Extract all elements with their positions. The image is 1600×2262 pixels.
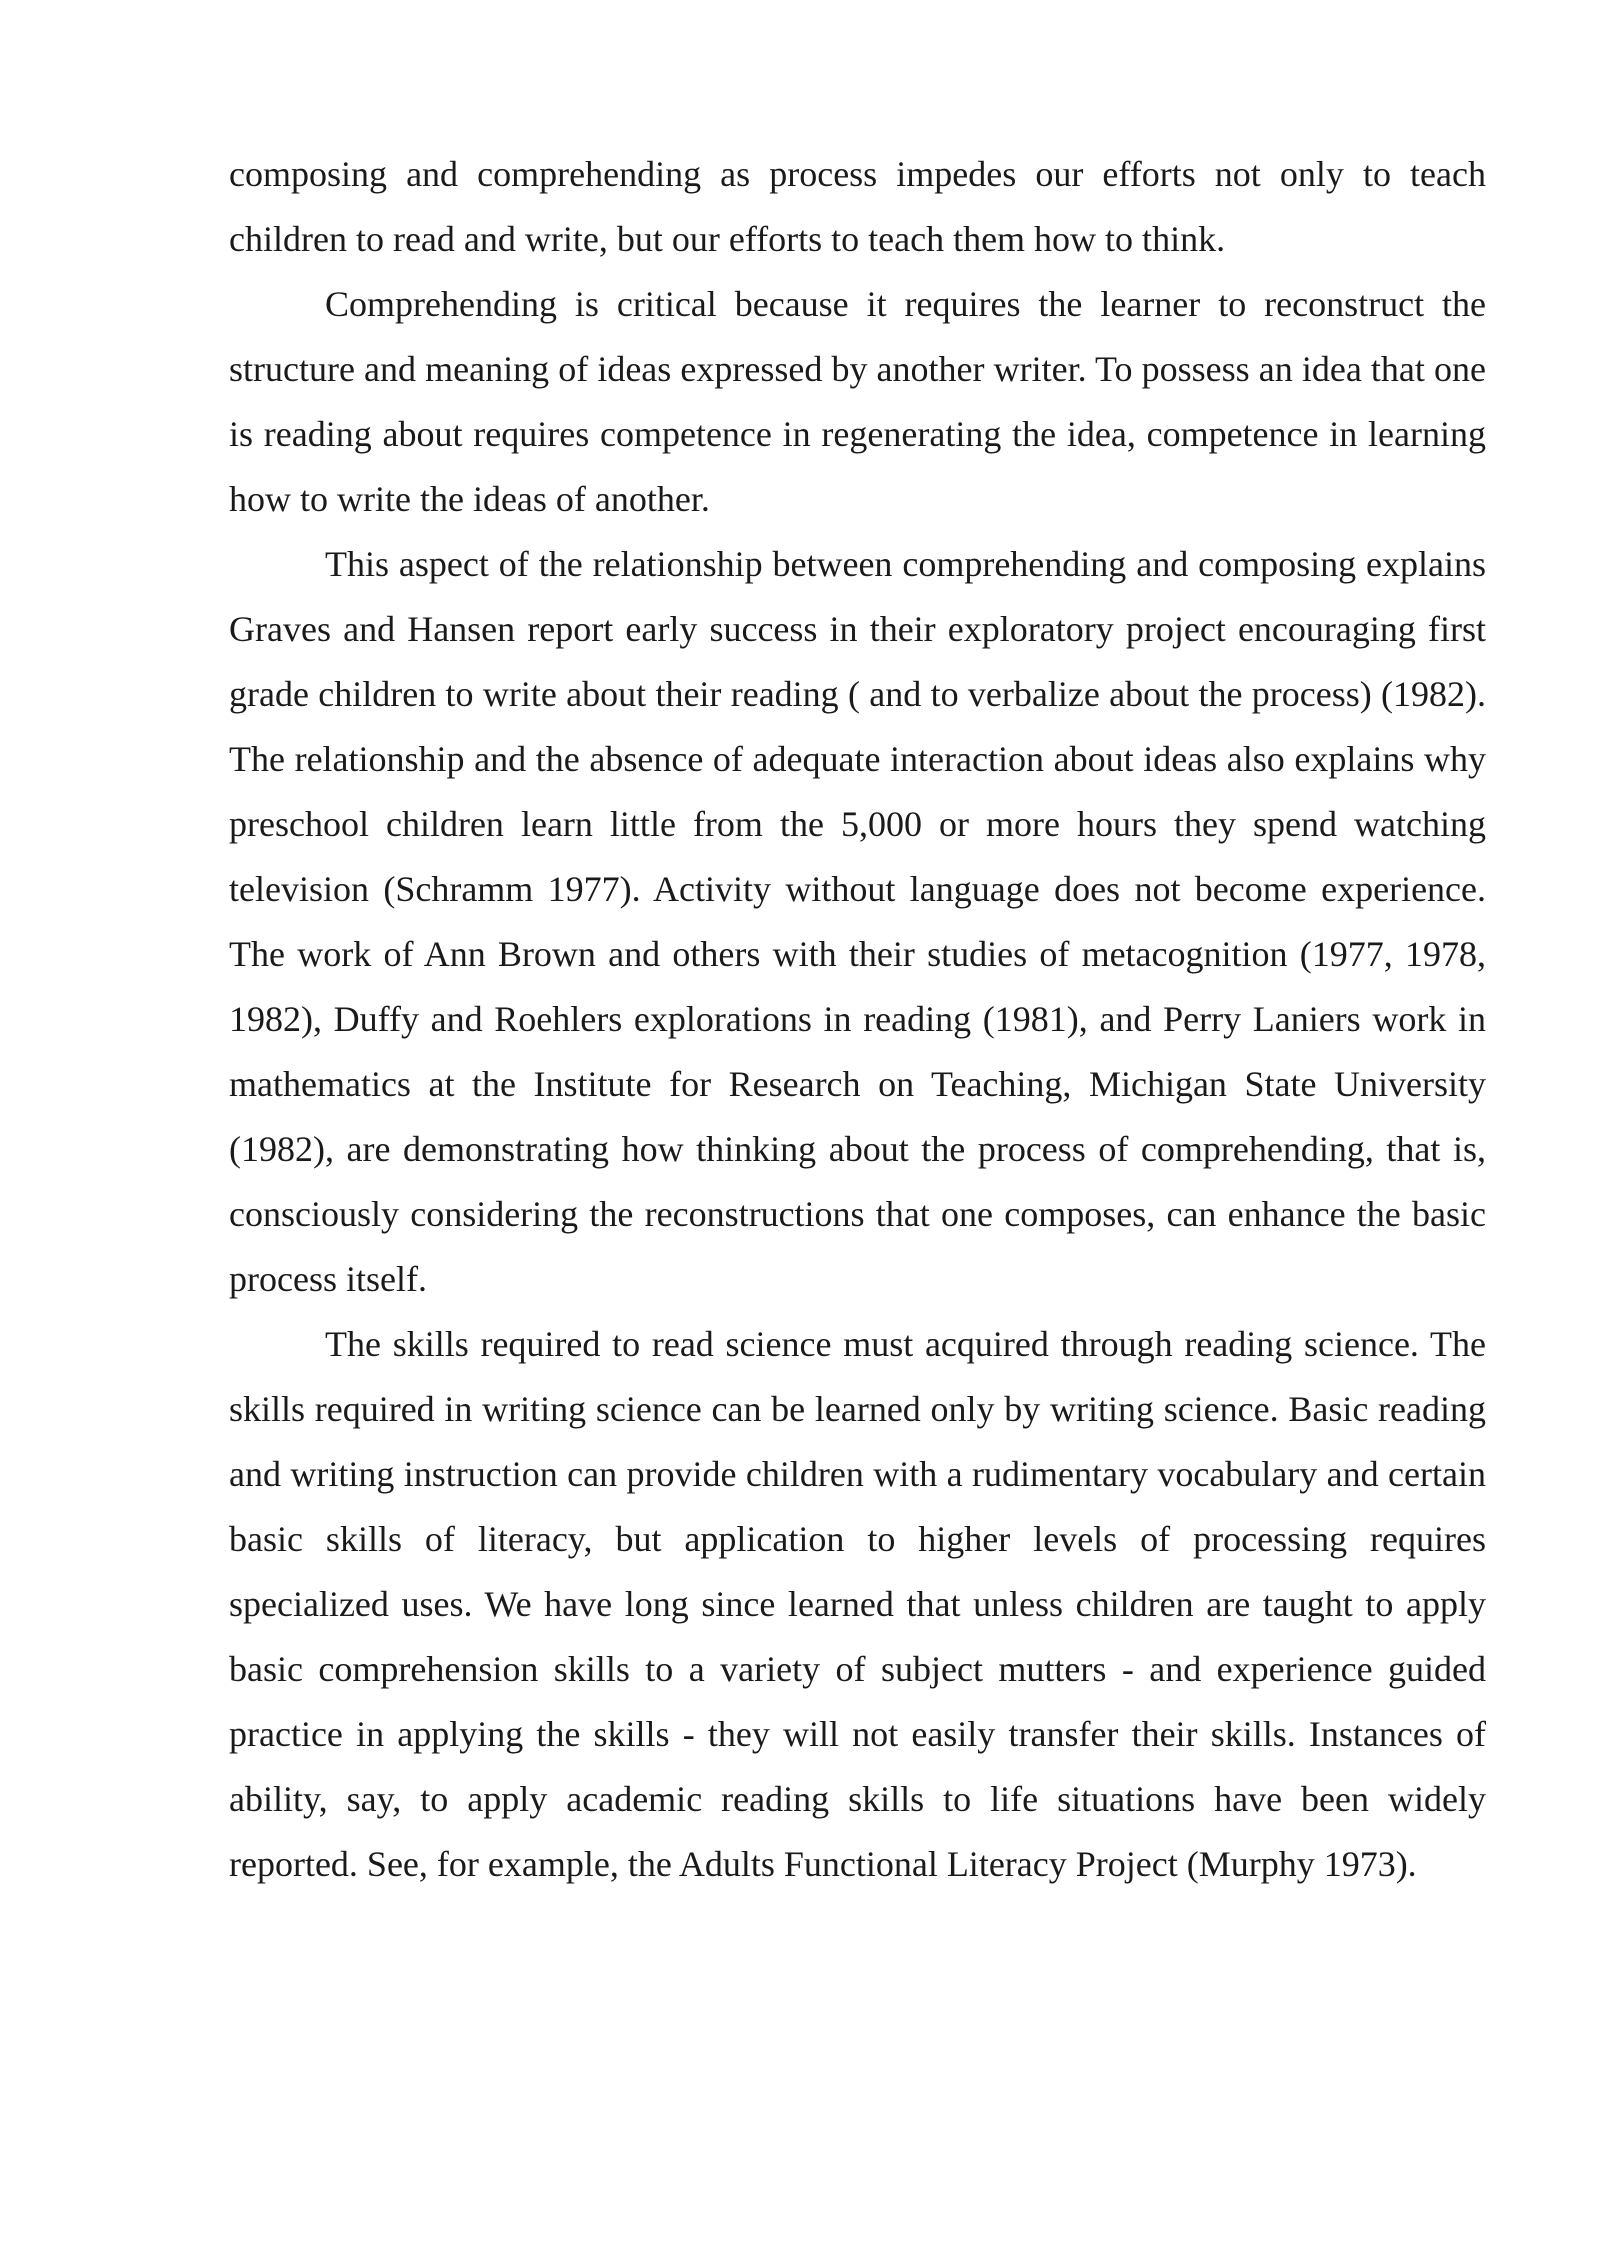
paragraph-science-skills: The skills required to read science must acquired through reading science. The skills required in writing science can be learned only by writing science. Basic reading and writing instruction can provide children with a rudimentary vocabulary and certain basic skills of literacy, but application to higher levels of processing requires specialized uses. We have long since learned that unless children are taught to apply basic comprehension skills to a variety of subject mutters - and experience guided practice in applying the skills - they will not easily transfer their skills. Instances of ability, say, to apply academic reading skills to life situations have been widely reported. See, for example, the Adults Functional Literacy Project (Murphy 1973). bbox=[229, 1324, 1486, 1884]
paragraph-comprehending: Comprehending is critical because it requires the learner to reconstruct the structure and meaning of ideas expressed by another writer. To possess an idea that one is reading about requires competence in regenerating the idea, competence in learning how to write the ideas of another. bbox=[229, 284, 1486, 519]
body-text bbox=[229, 142, 1486, 1897]
paragraph-continuation: composing and comprehending as process impedes our efforts not only to teach children to read and write, but our efforts to teach them how to think. bbox=[229, 154, 1486, 259]
paragraph-relationship: This aspect of the relationship between comprehending and composing explains Graves and Hansen report early success in their exploratory project encouraging first grade children to write about their reading ( and to verbalize about the process) (1982). The relationship and the absence of adequate interaction about ideas also explains why preschool children learn little from the 5,000 or more hours they spend watching television (Schramm 1977). Activity without language does not become experience. The work of Ann Brown and others with their studies of metacognition (1977, 1978, 1982), Duffy and Roehlers explorations in reading (1981), and Perry Laniers work in mathematics at the Institute for Research on Teaching, Michigan State University (1982), are demonstrating how thinking about the process of comprehending, that is, consciously considering the reconstructions that one composes, can enhance the basic process itself. bbox=[229, 544, 1486, 1299]
